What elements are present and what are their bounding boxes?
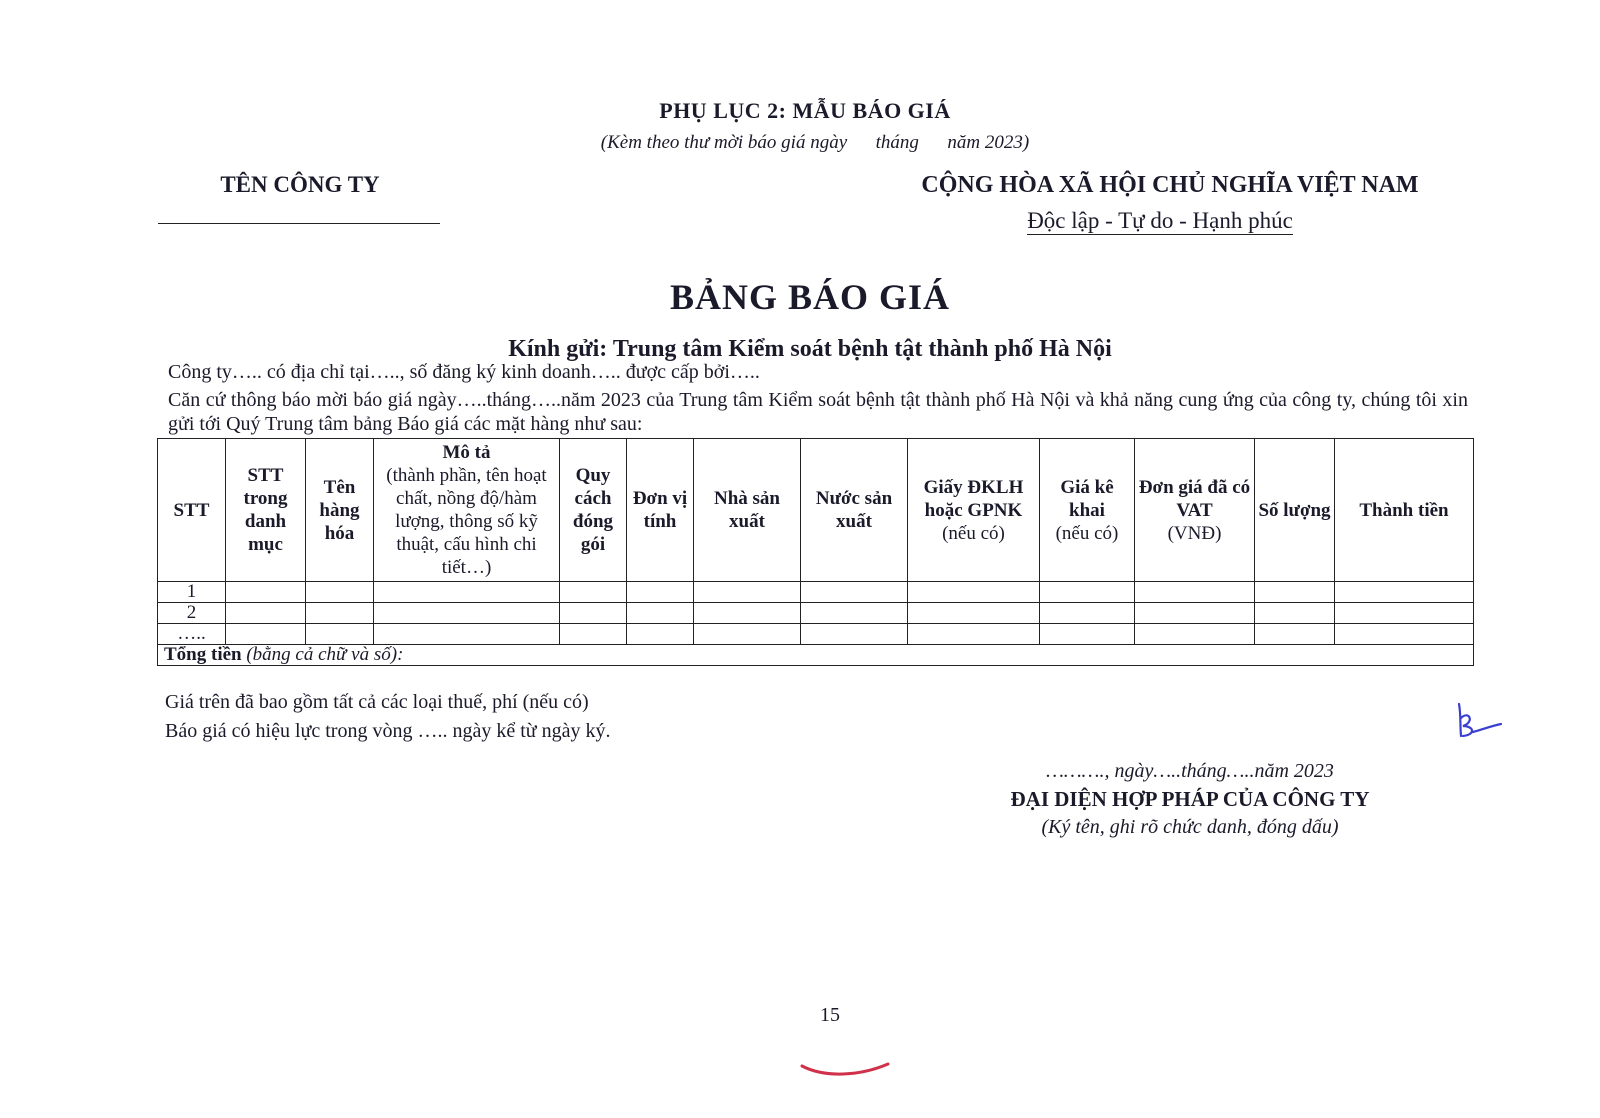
col-item-name: Tên hàng hóa bbox=[306, 439, 374, 582]
total-cell bbox=[158, 645, 1474, 666]
row-number: 1 bbox=[158, 582, 226, 603]
company-underline bbox=[158, 223, 440, 224]
col-unit-price-title: Đơn giá đã có VAT bbox=[1138, 476, 1251, 521]
col-license-note: (nếu có) bbox=[942, 522, 1005, 544]
appendix-subtitle: (Kèm theo thư mời báo giá ngày tháng năm 2023) bbox=[600, 132, 1030, 153]
document-title: BẢNG BÁO GIÁ bbox=[669, 277, 951, 317]
motto-text: Độc lập - Tự do - Hạnh phúc bbox=[1027, 208, 1293, 233]
total-row bbox=[158, 645, 1474, 666]
col-stt-catalog: STT trong danh mục bbox=[226, 439, 306, 582]
signature-instruction: (Ký tên, ghi rõ chức danh, đóng dấu) bbox=[1041, 816, 1339, 838]
total-label: Tổng tiền bbox=[164, 644, 242, 665]
signature-date: ………., ngày…..tháng…..năm 2023 bbox=[1046, 760, 1334, 782]
col-declared-title: Giá kê khai bbox=[1060, 476, 1114, 521]
page-number: 15 bbox=[820, 1004, 840, 1026]
basis-paragraph: Căn cứ thông báo mời báo giá ngày…..tháng…..năm 2023 của Trung tâm Kiểm soát bệnh tật thành phố Hà Nội và khả năng cung ứng của công ty, chúng tôi xin gửi tới Quý Trung tâm bảng Báo giá các mặt hàng như sau: bbox=[168, 389, 1468, 435]
nation-title: CỘNG HÒA XÃ HỘI CHỦ NGHĨA VIỆT NAM bbox=[921, 172, 1419, 198]
signature-role: ĐẠI DIỆN HỢP PHÁP CỦA CÔNG TY bbox=[1010, 787, 1370, 811]
col-unit-price-note: (VNĐ) bbox=[1167, 522, 1222, 544]
company-intro: Công ty….. có địa chỉ tại….., số đăng ký kinh doanh….. được cấp bởi….. bbox=[168, 361, 760, 383]
col-description bbox=[374, 439, 560, 582]
row-number: ….. bbox=[158, 624, 226, 645]
col-declared-price bbox=[1040, 439, 1135, 582]
col-declared-note: (nếu có) bbox=[1055, 522, 1119, 544]
validity-note: Báo giá có hiệu lực trong vòng ….. ngày kể từ ngày ký. bbox=[165, 720, 611, 742]
table-header-row bbox=[158, 439, 1474, 582]
col-packaging: Quy cách đóng gói bbox=[560, 439, 627, 582]
col-license bbox=[908, 439, 1040, 582]
appendix-title: PHỤ LỤC 2: MẪU BÁO GIÁ bbox=[659, 98, 951, 123]
national-motto bbox=[990, 208, 1330, 234]
col-stt: STT bbox=[158, 439, 226, 582]
col-amount: Thành tiền bbox=[1335, 439, 1474, 582]
handwritten-initials bbox=[1455, 700, 1505, 740]
col-quantity: Số lượng bbox=[1255, 439, 1335, 582]
col-description-detail: (thành phần, tên hoạt chất, nồng độ/hàm lượng, thông số kỹ thuật, cấu hình chi tiết…) bbox=[386, 465, 547, 578]
table-row bbox=[158, 603, 1474, 624]
row-number: 2 bbox=[158, 603, 226, 624]
col-unit: Đơn vị tính bbox=[627, 439, 694, 582]
stamp-mark bbox=[800, 1060, 890, 1080]
tax-note: Giá trên đã bao gồm tất cả các loại thuế, phí (nếu có) bbox=[165, 691, 589, 713]
col-license-title: Giấy ĐKLH hoặc GPNK bbox=[923, 476, 1024, 521]
table-row bbox=[158, 624, 1474, 645]
quotation-table bbox=[157, 438, 1474, 666]
total-note: (bằng cả chữ và số): bbox=[246, 644, 404, 665]
recipient-line: Kính gửi: Trung tâm Kiểm soát bệnh tật thành phố Hà Nội bbox=[508, 336, 1112, 362]
col-description-title: Mô tả bbox=[442, 442, 491, 463]
col-unit-price bbox=[1135, 439, 1255, 582]
company-name: TÊN CÔNG TY bbox=[220, 172, 380, 197]
col-country: Nước sản xuất bbox=[801, 439, 908, 582]
col-manufacturer: Nhà sản xuất bbox=[694, 439, 801, 582]
table-row bbox=[158, 582, 1474, 603]
